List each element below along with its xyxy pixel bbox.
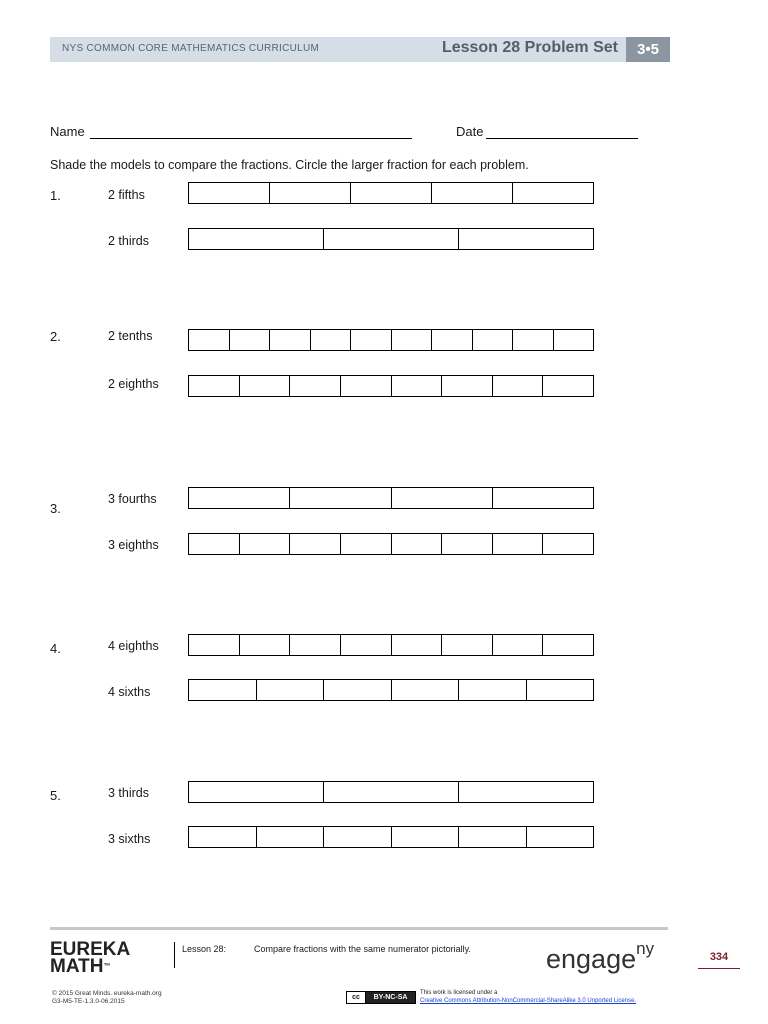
engage-text: engage xyxy=(546,944,637,974)
fraction-model[interactable] xyxy=(188,228,594,250)
fraction-part[interactable] xyxy=(341,376,392,396)
fraction-part[interactable] xyxy=(459,782,593,802)
curriculum-title: NYS COMMON CORE MATHEMATICS CURRICULUM xyxy=(62,43,320,54)
document-code: G3-M5-TE-1.3.0-06.2015 xyxy=(52,998,125,1005)
fraction-part[interactable] xyxy=(324,827,392,847)
fraction-part[interactable] xyxy=(493,534,544,554)
fraction-part[interactable] xyxy=(527,680,594,700)
fraction-part[interactable] xyxy=(392,376,443,396)
fraction-label: 3 thirds xyxy=(108,786,149,800)
fraction-part[interactable] xyxy=(493,488,593,508)
fraction-part[interactable] xyxy=(311,330,352,350)
fraction-part[interactable] xyxy=(341,635,392,655)
fraction-part[interactable] xyxy=(189,827,257,847)
name-label: Name xyxy=(50,124,85,139)
problem-number: 3. xyxy=(50,501,61,516)
problem-number: 5. xyxy=(50,788,61,803)
logo-line-eureka: EUREKA xyxy=(50,939,131,960)
fraction-part[interactable] xyxy=(240,376,291,396)
fraction-part[interactable] xyxy=(543,376,593,396)
fraction-part[interactable] xyxy=(240,635,291,655)
fraction-part[interactable] xyxy=(459,229,593,249)
fraction-part[interactable] xyxy=(513,330,554,350)
fraction-part[interactable] xyxy=(543,635,593,655)
fraction-part[interactable] xyxy=(240,534,291,554)
fraction-part[interactable] xyxy=(189,534,240,554)
fraction-part[interactable] xyxy=(341,534,392,554)
fraction-part[interactable] xyxy=(290,488,391,508)
fraction-part[interactable] xyxy=(493,376,544,396)
fraction-model[interactable] xyxy=(188,634,594,656)
fraction-part[interactable] xyxy=(493,635,544,655)
fraction-label: 2 eighths xyxy=(108,377,159,391)
license-link[interactable]: Creative Commons Attribution-NonCommercial-ShareAlike 3.0 Unported License. xyxy=(420,998,637,1004)
fraction-part[interactable] xyxy=(189,229,324,249)
date-label: Date xyxy=(456,124,484,139)
cc-license-type: BY-NC-SA xyxy=(366,992,415,1003)
cc-icon: cc xyxy=(347,992,366,1003)
fraction-part[interactable] xyxy=(392,330,433,350)
fraction-part[interactable] xyxy=(189,635,240,655)
lesson-title: Lesson 28 Problem Set xyxy=(441,39,618,56)
fraction-part[interactable] xyxy=(189,376,240,396)
fraction-model[interactable] xyxy=(188,826,594,848)
problem-number: 4. xyxy=(50,641,61,656)
eureka-math-logo xyxy=(50,941,130,975)
footer-lesson: Lesson 28: xyxy=(182,944,227,954)
fraction-label: 3 sixths xyxy=(108,832,151,846)
fraction-part[interactable] xyxy=(442,534,493,554)
footer-description: Compare fractions with the same numerator pictorially. xyxy=(254,944,471,954)
cc-license-badge xyxy=(346,991,416,1004)
copyright xyxy=(52,990,162,1006)
fraction-model[interactable] xyxy=(188,533,594,555)
license-text xyxy=(420,989,636,1005)
fraction-part[interactable] xyxy=(392,488,493,508)
fraction-part[interactable] xyxy=(351,183,432,203)
fraction-label: 2 fifths xyxy=(108,188,145,202)
page-number: 334 xyxy=(709,951,729,963)
fraction-label: 2 tenths xyxy=(108,329,153,343)
fraction-part[interactable] xyxy=(543,534,593,554)
fraction-model[interactable] xyxy=(188,679,594,701)
fraction-part[interactable] xyxy=(189,782,324,802)
fraction-part[interactable] xyxy=(189,183,270,203)
copyright-line: © 2015 Great Minds. eureka-math.org xyxy=(52,990,162,997)
fraction-part[interactable] xyxy=(290,635,341,655)
fraction-part[interactable] xyxy=(554,330,594,350)
fraction-part[interactable] xyxy=(473,330,514,350)
fraction-part[interactable] xyxy=(459,827,527,847)
logo-line-math: MATH xyxy=(50,956,104,977)
fraction-part[interactable] xyxy=(432,330,473,350)
fraction-part[interactable] xyxy=(392,635,443,655)
fraction-part[interactable] xyxy=(324,680,392,700)
fraction-part[interactable] xyxy=(230,330,271,350)
fraction-part[interactable] xyxy=(392,827,460,847)
fraction-part[interactable] xyxy=(290,376,341,396)
footer-divider xyxy=(50,927,668,930)
date-field[interactable] xyxy=(486,138,638,139)
fraction-part[interactable] xyxy=(324,782,459,802)
fraction-part[interactable] xyxy=(442,635,493,655)
fraction-part[interactable] xyxy=(189,330,230,350)
footer-vertical-divider xyxy=(174,942,175,968)
fraction-model[interactable] xyxy=(188,375,594,397)
engage-ny-logo xyxy=(546,939,655,975)
fraction-part[interactable] xyxy=(270,183,351,203)
fraction-model[interactable] xyxy=(188,487,594,509)
engage-ny-sup: ny xyxy=(636,939,655,958)
fraction-part[interactable] xyxy=(442,376,493,396)
fraction-model[interactable] xyxy=(188,781,594,803)
logo-trademark: ™ xyxy=(103,963,111,970)
grade-module-badge: 3•5 xyxy=(626,37,670,62)
fraction-part[interactable] xyxy=(189,680,257,700)
header-bar xyxy=(50,37,670,62)
fraction-part[interactable] xyxy=(432,183,513,203)
instructions: Shade the models to compare the fractions. Circle the larger fraction for each problem. xyxy=(50,158,529,172)
fraction-label: 4 eighths xyxy=(108,639,159,653)
page-number-underline xyxy=(698,968,740,969)
fraction-part[interactable] xyxy=(527,827,594,847)
fraction-part[interactable] xyxy=(351,330,392,350)
fraction-model[interactable] xyxy=(188,329,594,351)
fraction-label: 4 sixths xyxy=(108,685,151,699)
fraction-label: 3 eighths xyxy=(108,538,159,552)
fraction-part[interactable] xyxy=(189,488,290,508)
fraction-part[interactable] xyxy=(513,183,593,203)
fraction-part[interactable] xyxy=(270,330,311,350)
fraction-label: 3 fourths xyxy=(108,492,157,506)
fraction-part[interactable] xyxy=(392,534,443,554)
fraction-model[interactable] xyxy=(188,182,594,204)
problem-number: 2. xyxy=(50,329,61,344)
fraction-label: 2 thirds xyxy=(108,234,149,248)
fraction-part[interactable] xyxy=(257,827,325,847)
fraction-part[interactable] xyxy=(257,680,325,700)
fraction-part[interactable] xyxy=(459,680,527,700)
name-field[interactable] xyxy=(90,138,412,139)
fraction-part[interactable] xyxy=(324,229,459,249)
problem-number: 1. xyxy=(50,188,61,203)
fraction-part[interactable] xyxy=(290,534,341,554)
license-intro: This work is licensed under a xyxy=(420,990,498,996)
fraction-part[interactable] xyxy=(392,680,460,700)
